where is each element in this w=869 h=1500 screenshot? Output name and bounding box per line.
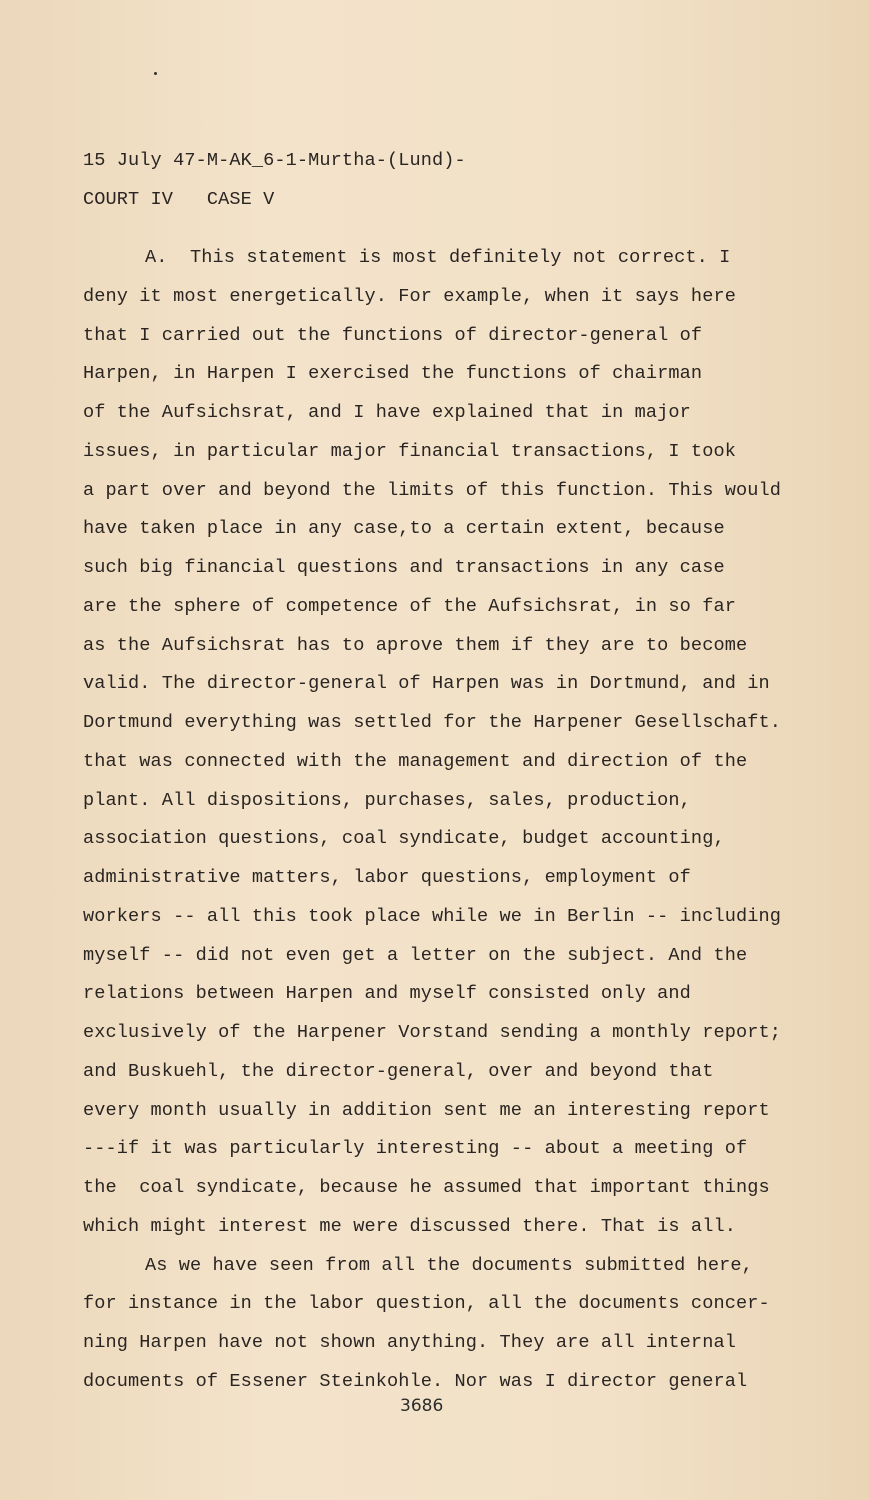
- text-line: administrative matters, labor questions, employment of: [83, 867, 691, 888]
- text-line: documents of Essener Steinkohle. Nor was I director general: [83, 1370, 748, 1392]
- text-line: are the sphere of competence of the Aufsichsrat, in so far: [83, 595, 736, 617]
- text-line: that I carried out the functions of director-general of: [83, 324, 703, 346]
- text-line: a part over and beyond the limits of this function. This would: [83, 479, 781, 501]
- text-line: valid. The director-general of Harpen was in Dortmund, and in: [83, 673, 770, 695]
- speck-mark: [154, 72, 157, 75]
- text-line: ning Harpen have not shown anything. They are all internal: [83, 1332, 736, 1353]
- text-line: exclusively of the Harpener Vorstand sending a monthly report;: [83, 1022, 781, 1043]
- text-line: As we have seen from all the documents submitted here,: [145, 1254, 753, 1276]
- text-line: relations between Harpen and myself consisted only and: [83, 983, 691, 1005]
- document-reference: 15 July 47-M-AK_6-1-Murtha-(Lund)-: [83, 150, 466, 171]
- text-line: myself -- did not even get a letter on the subject. And the: [83, 944, 748, 966]
- text-line: ---if it was particularly interesting -- about a meeting of: [83, 1138, 748, 1160]
- text-line: and Buskuehl, the director-general, over and beyond that: [83, 1060, 714, 1082]
- text-line: the coal syndicate, because he assumed that important things: [83, 1177, 770, 1198]
- text-line: workers -- all this took place while we in Berlin -- including: [83, 905, 781, 927]
- text-line: such big financial questions and transactions in any case: [83, 557, 725, 578]
- text-line: which might interest me were discussed there. That is all.: [83, 1215, 736, 1237]
- text-line: that was connected with the management and direction of the: [83, 750, 748, 772]
- page-number: 3686: [400, 1396, 444, 1416]
- text-line: as the Aufsichsrat has to aprove them if they are to become: [83, 634, 748, 656]
- text-line: issues, in particular major financial transactions, I took: [83, 440, 736, 462]
- text-line: every month usually in addition sent me an interesting report: [83, 1099, 770, 1121]
- text-line: have taken place in any case,to a certain extent, because: [83, 518, 725, 540]
- text-line: plant. All dispositions, purchases, sales, production,: [83, 789, 691, 811]
- text-line: of the Aufsichsrat, and I have explained that in major: [83, 402, 691, 423]
- text-line: Harpen, in Harpen I exercised the functions of chairman: [83, 363, 703, 385]
- court-case-heading: COURT IV CASE V: [83, 189, 275, 210]
- text-line: for instance in the labor question, all the documents concer-: [83, 1293, 770, 1315]
- text-line: deny it most energetically. For example, when it says here: [83, 285, 736, 307]
- text-line: Dortmund everything was settled for the Harpener Gesellschaft.: [83, 712, 781, 733]
- text-line: association questions, coal syndicate, budget accounting,: [83, 828, 725, 850]
- text-line: A. This statement is most definitely not correct. I: [145, 247, 731, 268]
